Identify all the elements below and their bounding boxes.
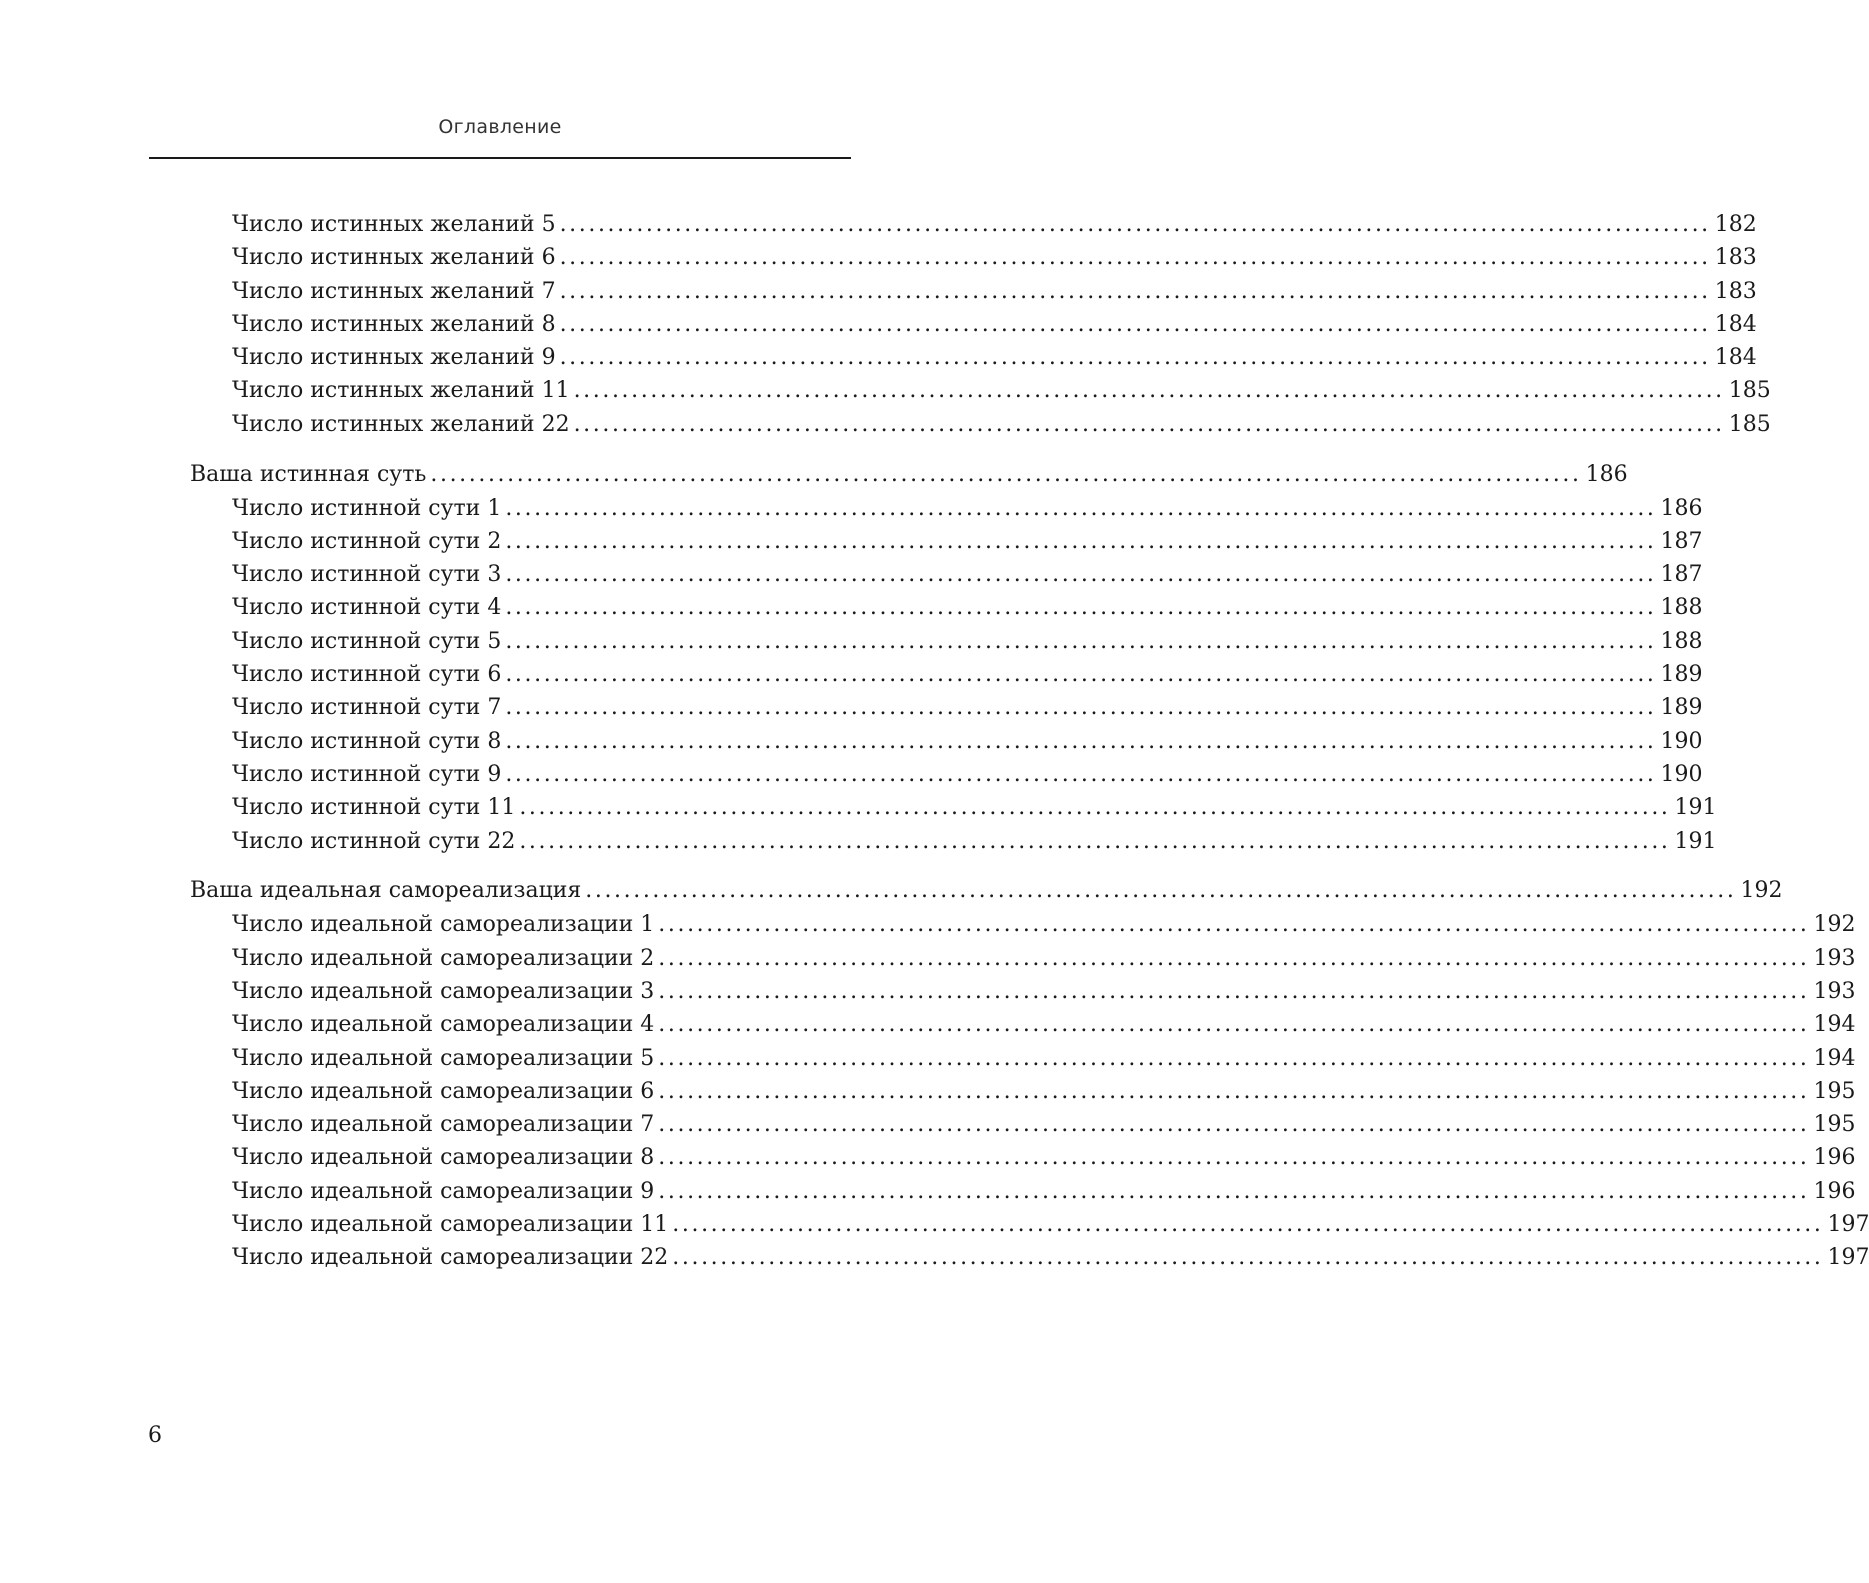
- toc-page-number: 191: [1674, 795, 1717, 821]
- toc-entry-title: Число идеальной самореализации 3: [232, 978, 655, 1004]
- toc-subentry: [190, 374, 1771, 407]
- toc-page-number: 193: [1813, 978, 1856, 1004]
- toc-entry-title: Число идеальной самореализации 11: [232, 1212, 669, 1238]
- toc-page-number: 184: [1714, 345, 1757, 371]
- toc-page-number: 184: [1714, 311, 1757, 337]
- toc-page-number: 188: [1660, 595, 1703, 621]
- toc-subentry: [190, 908, 1856, 941]
- toc-page-number: 197: [1827, 1245, 1869, 1271]
- toc-dot-leader: ........................................................................................................................: [519, 828, 1671, 854]
- toc-subentry: [190, 525, 1703, 558]
- toc-entry-title: Число истинной сути 8: [232, 728, 502, 754]
- toc-entry-title: Число истинной сути 7: [232, 695, 502, 721]
- toc-page-number: 189: [1660, 662, 1703, 688]
- toc-dot-leader: ........................................................................................................................: [505, 595, 1657, 621]
- toc-page-number: 193: [1813, 945, 1856, 971]
- toc-dot-leader: ........................................................................................................................: [658, 912, 1810, 938]
- toc-dot-leader: ........................................................................................................................: [559, 345, 1711, 371]
- toc-entry-title: Число истинной сути 22: [232, 828, 516, 854]
- toc-subentry: [190, 341, 1757, 374]
- toc-entry-title: Ваша идеальная самореализация: [190, 878, 582, 904]
- toc-page-number: 187: [1660, 562, 1703, 588]
- table-of-contents: [190, 208, 1869, 1275]
- toc-page-number: 187: [1660, 528, 1703, 554]
- toc-subentry: [190, 1141, 1856, 1174]
- toc-page-number: 183: [1714, 245, 1757, 271]
- toc-entry-title: Число истинной сути 11: [232, 795, 516, 821]
- toc-page-number: 197: [1827, 1212, 1869, 1238]
- header-rule: [149, 157, 851, 159]
- toc-dot-leader: ........................................................................................................................: [672, 1212, 1824, 1238]
- toc-dot-leader: ........................................................................................................................: [505, 695, 1657, 721]
- toc-entry-title: Число идеальной самореализации 22: [232, 1245, 669, 1271]
- toc-subentry: [190, 1075, 1856, 1108]
- toc-page-number: 196: [1813, 1145, 1856, 1171]
- toc-subentry: [190, 1208, 1869, 1241]
- toc-subentry: [190, 658, 1703, 691]
- toc-subentry: [190, 1042, 1856, 1075]
- toc-entry-title: Число истинной сути 4: [232, 595, 502, 621]
- toc-entry-title: Число истинных желаний 11: [232, 378, 570, 404]
- toc-subentry: [190, 408, 1771, 441]
- toc-page-number: 185: [1728, 378, 1771, 404]
- toc-dot-leader: ........................................................................................................................: [519, 795, 1671, 821]
- toc-entry-title: Число истинной сути 2: [232, 528, 502, 554]
- toc-page-number: 195: [1813, 1078, 1856, 1104]
- toc-dot-leader: ........................................................................................................................: [505, 495, 1657, 521]
- toc-dot-leader: ........................................................................................................................: [658, 978, 1810, 1004]
- toc-page-number: 189: [1660, 695, 1703, 721]
- toc-page-number: 196: [1813, 1178, 1856, 1204]
- toc-page-number: 192: [1740, 878, 1783, 904]
- toc-page-number: 190: [1660, 761, 1703, 787]
- toc-dot-leader: ........................................................................................................................: [505, 662, 1657, 688]
- toc-entry-title: Число истинных желаний 7: [232, 278, 556, 304]
- toc-page-number: 190: [1660, 728, 1703, 754]
- toc-dot-leader: ........................................................................................................................: [658, 1178, 1810, 1204]
- toc-subentry: [190, 1241, 1869, 1274]
- toc-dot-leader: ........................................................................................................................: [559, 311, 1711, 337]
- toc-page-number: 185: [1728, 411, 1771, 437]
- toc-dot-leader: ........................................................................................................................: [573, 378, 1725, 404]
- toc-entry-title: Число идеальной самореализации 8: [232, 1145, 655, 1171]
- toc-section-entry: [190, 874, 1783, 908]
- toc-dot-leader: ........................................................................................................................: [505, 562, 1657, 588]
- toc-page-number: 183: [1714, 278, 1757, 304]
- toc-entry-title: Число истинных желаний 6: [232, 245, 556, 271]
- toc-subentry: [190, 625, 1703, 658]
- toc-page-number: 195: [1813, 1112, 1856, 1138]
- toc-dot-leader: ........................................................................................................................: [585, 878, 1737, 904]
- toc-dot-leader: ........................................................................................................................: [505, 628, 1657, 654]
- toc-entry-title: Число идеальной самореализации 1: [232, 912, 655, 938]
- running-head: Оглавление: [438, 116, 562, 138]
- toc-subentry: [190, 308, 1757, 341]
- toc-entry-title: Число идеальной самореализации 6: [232, 1078, 655, 1104]
- toc-subentry: [190, 975, 1856, 1008]
- toc-subentry: [190, 241, 1757, 274]
- toc-entry-title: Число идеальной самореализации 2: [232, 945, 655, 971]
- toc-dot-leader: ........................................................................................................................: [559, 245, 1711, 271]
- toc-page-number: 186: [1660, 495, 1703, 521]
- toc-dot-leader: ........................................................................................................................: [559, 278, 1711, 304]
- toc-entry-title: Ваша истинная суть: [190, 461, 427, 487]
- toc-dot-leader: ........................................................................................................................: [658, 1012, 1810, 1038]
- toc-subentry: [190, 275, 1757, 308]
- toc-page-number: 192: [1813, 912, 1856, 938]
- toc-entry-title: Число идеальной самореализации 5: [232, 1045, 655, 1071]
- toc-section-entry: [190, 458, 1628, 492]
- toc-subentry: [190, 942, 1856, 975]
- toc-page-number: 194: [1813, 1045, 1856, 1071]
- toc-subentry: [190, 758, 1703, 791]
- toc-entry-title: Число идеальной самореализации 4: [232, 1012, 655, 1038]
- page-number: 6: [148, 1423, 162, 1448]
- toc-entry-title: Число истинных желаний 9: [232, 345, 556, 371]
- toc-entry-title: Число истинной сути 9: [232, 761, 502, 787]
- toc-dot-leader: ........................................................................................................................: [658, 1112, 1810, 1138]
- toc-dot-leader: ........................................................................................................................: [658, 1045, 1810, 1071]
- toc-subentry: [190, 591, 1703, 624]
- toc-subentry: [190, 208, 1757, 241]
- toc-entry-title: Число идеальной самореализации 9: [232, 1178, 655, 1204]
- toc-page-number: 188: [1660, 628, 1703, 654]
- toc-dot-leader: ........................................................................................................................: [658, 1145, 1810, 1171]
- toc-dot-leader: ........................................................................................................................: [559, 212, 1711, 237]
- toc-dot-leader: ........................................................................................................................: [505, 528, 1657, 554]
- toc-dot-leader: ........................................................................................................................: [430, 461, 1582, 487]
- toc-subentry: [190, 825, 1717, 858]
- toc-subentry: [190, 725, 1703, 758]
- toc-subentry: [190, 1108, 1856, 1141]
- toc-dot-leader: ........................................................................................................................: [505, 761, 1657, 787]
- toc-entry-title: Число истинной сути 6: [232, 662, 502, 688]
- toc-subentry: [190, 1175, 1856, 1208]
- toc-dot-leader: ........................................................................................................................: [573, 411, 1725, 437]
- toc-subentry: [190, 691, 1703, 724]
- toc-entry-title: Число истинных желаний 22: [232, 411, 570, 437]
- toc-entry-title: Число истинной сути 3: [232, 562, 502, 588]
- toc-subentry: [190, 492, 1703, 525]
- toc-subentry: [190, 558, 1703, 591]
- toc-entry-title: Число идеальной самореализации 7: [232, 1112, 655, 1138]
- toc-dot-leader: ........................................................................................................................: [658, 1078, 1810, 1104]
- toc-dot-leader: ........................................................................................................................: [672, 1245, 1824, 1271]
- toc-subentry: [190, 791, 1717, 824]
- toc-entry-title: Число истинной сути 1: [232, 495, 502, 521]
- toc-dot-leader: ........................................................................................................................: [505, 728, 1657, 754]
- toc-dot-leader: ........................................................................................................................: [658, 945, 1810, 971]
- toc-page-number: 182: [1714, 212, 1757, 237]
- toc-page-number: 194: [1813, 1012, 1856, 1038]
- toc-page-number: 191: [1674, 828, 1717, 854]
- toc-subentry: [190, 1008, 1856, 1041]
- toc-entry-title: Число истинной сути 5: [232, 628, 502, 654]
- toc-entry-title: Число истинных желаний 8: [232, 311, 556, 337]
- toc-page-number: 186: [1585, 461, 1628, 487]
- toc-entry-title: Число истинных желаний 5: [232, 212, 556, 237]
